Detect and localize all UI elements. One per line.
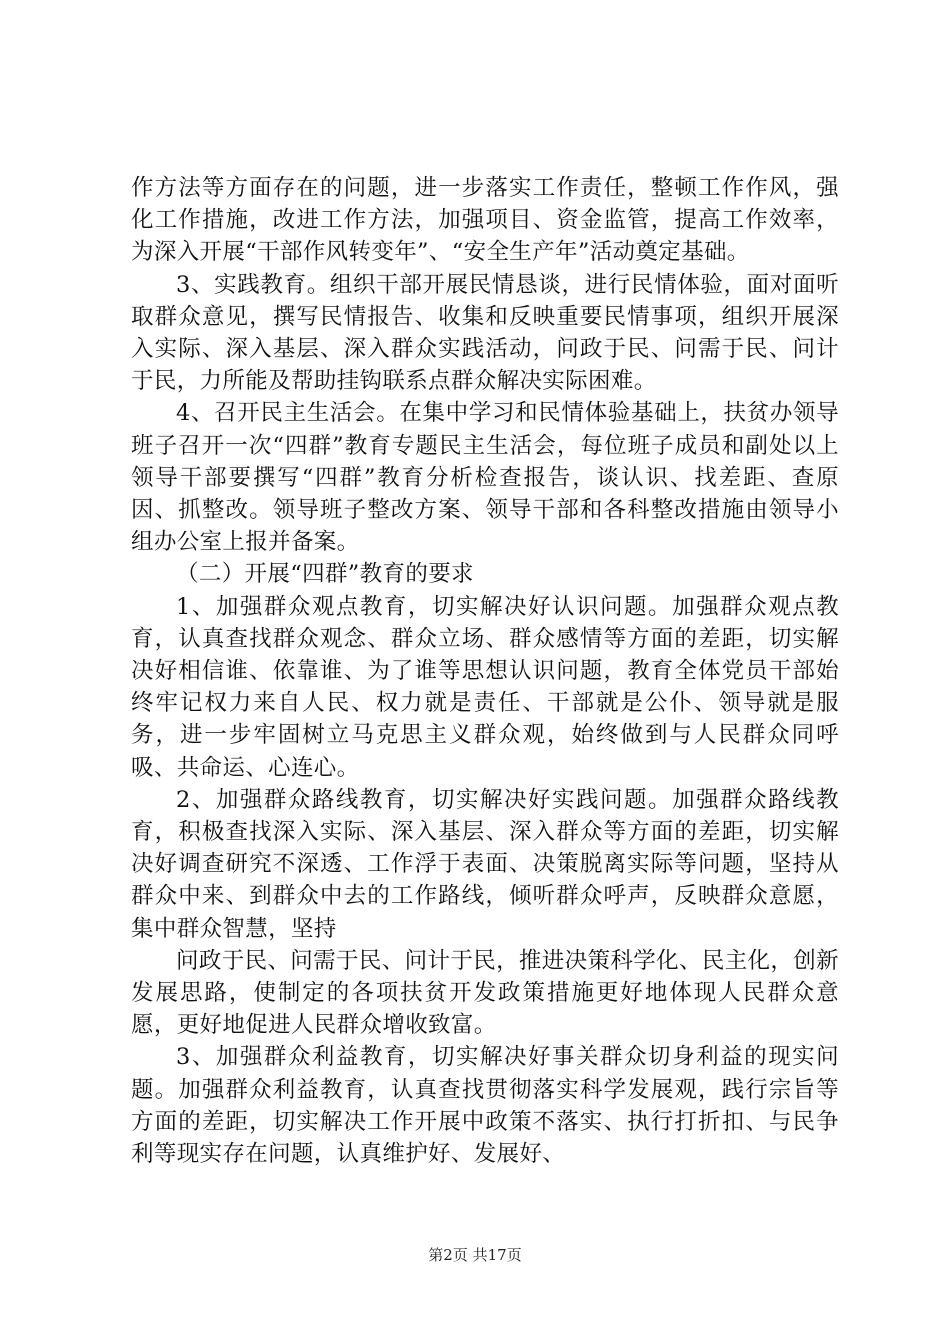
paragraph: 3、加强群众利益教育，切实解决好事关群众切身利益的现实问题。加强群众利益教育，认真查找贯彻落实科学发展观，践行宗旨等方面的差距，切实解决工作开展中政策不落实、执行打折扣、与民争利等现实存在问题，认真维护好、发展好、 [131,1044,839,1168]
paragraph: 作方法等方面存在的问题，进一步落实工作责任，整顿工作作风，强化工作措施，改进工作方法，加强项目、资金监管，提高工作效率，为深入开展“干部作风转变年”、“安全生产年”活动奠定基础。 [131,175,839,266]
paragraph: 4、召开民主生活会。在集中学习和民情体验基础上，扶贫办领导班子召开一次“四群”教育专题民主生活会，每位班子成员和副处以上领导干部要撰写“四群”教育分析检查报告，谈认识、找差距、查原因、抓整改。领导班子整改方案、领导干部和各科整改措施由领导小组办公室上报并备案。 [131,400,839,556]
section-heading: （二）开展“四群”教育的要求 [176,561,474,588]
document-body [131,172,839,1170]
paragraph: 问政于民、问需于民、问计于民，推进决策科学化、民主化，创新发展思路，使制定的各项扶贫开发政策措施更好地体现人民群众意愿，更好地促进人民群众增收致富。 [131,947,839,1039]
paragraph: 3、实践教育。组织干部开展民情恳谈，进行民情体验，面对面听取群众意见，撰写民情报告、收集和反映重要民情事项，组织开展深入实际、深入基层、深入群众实践活动，问政于民、问需于民、问计于民，力所能及帮助挂钩联系点群众解决实际困难。 [131,271,839,395]
page-number-footer: 第2页 共17页 [428,1246,522,1264]
paragraph: 1、加强群众观点教育，切实解决好认识问题。加强群众观点教育，认真查找群众观念、群众立场、群众感情等方面的差距，切实解决好相信谁、依靠谁、为了谁等思想认识问题，教育全体党员干部始终牢记权力来自人民、权力就是责任、干部就是公仆、领导就是服务，进一步牢固树立马克思主义群众观，始终做到与人民群众同呼吸、共命运、心连心。 [131,593,839,781]
paragraph: 2、加强群众路线教育，切实解决好实践问题。加强群众路线教育，积极查找深入实际、深入基层、深入群众等方面的差距，切实解决好调查研究不深透、工作浮于表面、决策脱离实际等问题，坚持从群众中来、到群众中去的工作路线，倾听群众呼声，反映群众意愿，集中群众智慧，坚持 [131,786,839,942]
